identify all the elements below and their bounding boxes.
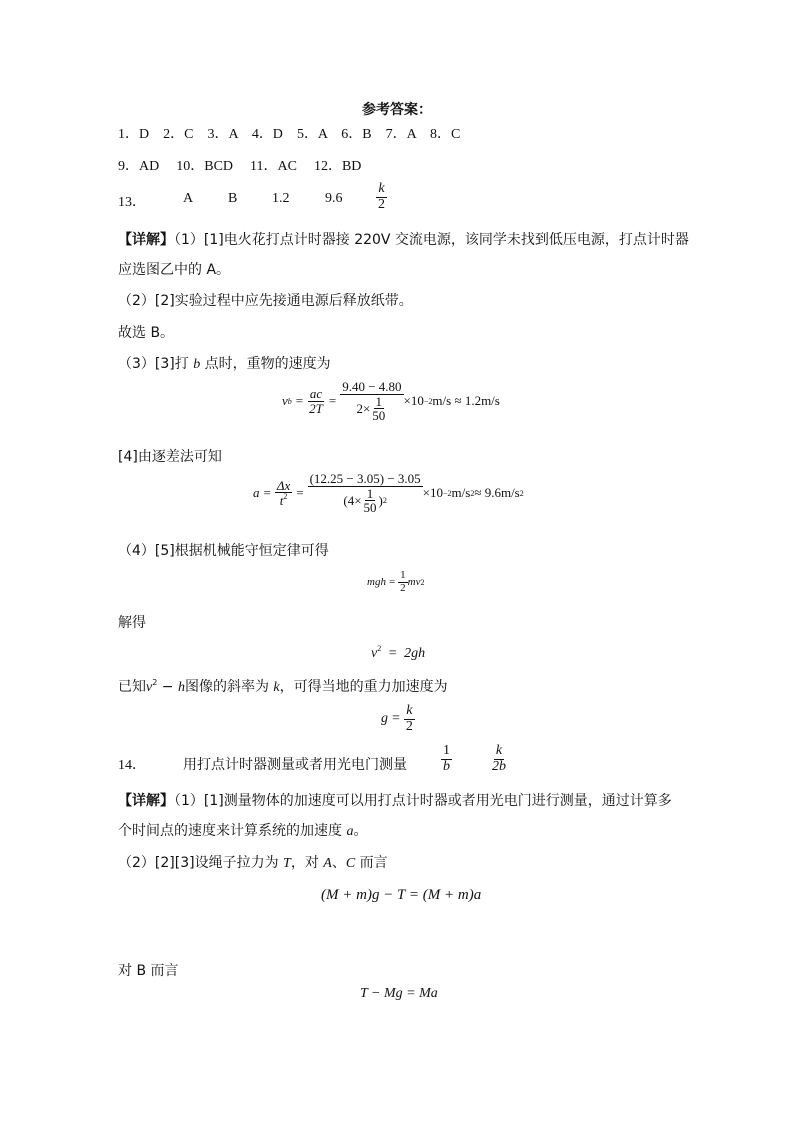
- q13-answer-1: A: [183, 191, 194, 206]
- equation-v-squared: $v^2 = 2gh$: [371, 644, 426, 661]
- eq2-inner-num: 1: [366, 485, 374, 501]
- q14-detail-line-4: 对 B 而言: [118, 963, 179, 979]
- detail-tag: 【详解】: [118, 232, 174, 248]
- eq4-lhs-exp: 2: [377, 644, 382, 653]
- q13-answer-5-denominator: 2: [378, 196, 385, 212]
- q13-known-end: ，可得当地的重力加速度为: [279, 679, 448, 695]
- q13-3-var: b: [193, 357, 201, 372]
- q14-1b-var: a: [346, 824, 354, 839]
- q13-known-h: h: [177, 680, 185, 695]
- eq2-frac2-num: (12.25 − 3.05) − 3.05: [309, 471, 421, 486]
- equation-b: T − Mg = Ma: [360, 986, 438, 1001]
- q13-3-post: 点时，重物的速度为: [200, 356, 331, 372]
- q13-detail-line-8: 解得: [118, 615, 146, 631]
- q14-detail-line-1: [118, 790, 672, 810]
- q14-2-mid: ，对: [290, 855, 324, 871]
- answer-5: 5．A: [296, 127, 328, 142]
- eq2-tail-unit: m/s: [451, 485, 471, 501]
- q13-known-v: v: [146, 680, 153, 695]
- eq2-tail-exp: −2: [443, 488, 452, 498]
- answers-row-1: [118, 123, 460, 143]
- eq2-lhs: a: [253, 485, 260, 501]
- eq1-tail-exp: −2: [423, 396, 433, 406]
- q14-2-end: 而言: [355, 855, 388, 871]
- eq1-frac1-den: 2T: [309, 400, 323, 416]
- equation-energy: mgh = $\frac{1}{2}$ mv 2: [367, 569, 425, 594]
- q14-detail-line-3: [118, 852, 388, 872]
- eq1-tail: ×10: [403, 393, 424, 409]
- answer-2: 2．C: [163, 127, 194, 142]
- answers-row-2: [118, 155, 361, 175]
- eq2-frac2-den-pre: (4×: [343, 492, 362, 508]
- equation-system-ac: (M + m)g − T = (M + m)a: [321, 887, 482, 903]
- answer-8: 8．C: [429, 127, 461, 142]
- eq2-tail: ×10: [422, 485, 444, 501]
- q13-detail-line-3: （2）[2]实验过程中应先接通电源后释放纸带。: [118, 293, 413, 309]
- eq1-lhs: v: [282, 393, 288, 409]
- eq2-frac2-den-post: ): [378, 492, 383, 508]
- eq2-tail2-exp: 2: [519, 488, 524, 498]
- q14-answer-2-den: b: [443, 758, 450, 774]
- q13-detail-line-1: [118, 229, 689, 249]
- q13-detail-line-5: [118, 353, 331, 373]
- q13-known-pre: 已知: [118, 679, 146, 695]
- q14-answer-2: [441, 744, 452, 774]
- page-heading: 参考答案：: [362, 102, 432, 118]
- q14-detail-line-2: [118, 820, 367, 840]
- q13-answer-5: [376, 182, 387, 212]
- q14-2-C: C: [345, 856, 356, 871]
- eq2-inner-den: 50: [363, 500, 377, 516]
- eq1-frac1-num: ac: [309, 386, 323, 402]
- answer-4: 4．D: [251, 127, 283, 142]
- eq2-frac2-den-exp: 2: [382, 495, 387, 505]
- eq5-frac-den: 2: [405, 718, 413, 734]
- q13-known-post: 图像的斜率为: [184, 679, 274, 695]
- answer-7: 7．A: [385, 127, 416, 142]
- answer-6: 6．B: [341, 127, 372, 142]
- equation-velocity: v b = $\frac{ac}{2T}$ = 9.40 − 4.80 2× $\frac{1}{50}$ ×10 −2 m/s ≈ 1.2m/s: [282, 379, 500, 424]
- eq3-frac-num: 1: [400, 569, 406, 581]
- eq5-lhs: g: [381, 711, 388, 727]
- q14-2-pre: （2）[2][3]设绳子拉力为: [118, 855, 284, 871]
- q13-detail-line-9: [118, 676, 448, 696]
- q14-1b-pre: 个时间点的速度来计算系统的加速度: [118, 823, 347, 839]
- q13-answer-3: 1.2: [272, 191, 290, 206]
- eq4-rhs: 2gh: [404, 646, 426, 661]
- equation-acceleration: a = $\frac{\Delta x}{t^2}$ = (12.25 − 3.05) − 3.05 (4× $\frac{1}{50}$ ) 2 ×10 −2 m/s 2 ≈ 9.6m/s 2: [253, 471, 524, 516]
- q13-answer-5-numerator: k: [378, 181, 385, 196]
- q14-detail-1a-text: （1）[1]测量物体的加速度可以用打点计时器或者用光电门进行测量，通过计算多: [174, 793, 672, 809]
- eq2-tail-unit-exp: 2: [470, 488, 475, 498]
- q14-1b-end: 。: [353, 823, 368, 839]
- q13-known-k: k: [273, 680, 280, 695]
- eq3-rhs-exp: 2: [420, 577, 425, 587]
- answer-11: 11．AC: [250, 159, 297, 174]
- answer-3: 3．A: [207, 127, 238, 142]
- answer-12: 12．BD: [313, 159, 362, 174]
- eq1-inner-den: 50: [372, 408, 386, 424]
- answer-1: 1．D: [118, 127, 150, 142]
- q14-number: 14．: [118, 758, 146, 773]
- q13-known-mid: −: [157, 679, 178, 695]
- q14-2-T: T: [283, 856, 291, 871]
- q13-number: 13．: [118, 195, 146, 210]
- q13-answer-4: 9.6: [325, 191, 343, 206]
- q14-answer-1: 用打点计时器测量或者用光电门测量: [183, 757, 407, 773]
- eq2-frac1-den-exp: 2: [283, 492, 288, 502]
- eq2-tail2: ≈ 9.6m/s: [474, 485, 520, 501]
- q13-detail-line-4: 故选 B。: [118, 325, 175, 341]
- q13-answer-2: B: [228, 191, 238, 206]
- answer-9: 9．AD: [118, 159, 160, 174]
- q14-answer-2-num: 1: [443, 743, 450, 758]
- eq1-tail-unit: m/s ≈ 1.2m/s: [432, 393, 500, 409]
- eq2-frac1-num: Δx: [276, 477, 291, 493]
- eq3-rhs: mv: [407, 576, 421, 589]
- q13-detail-line-6: [4]由逐差法可知: [118, 449, 222, 465]
- eq2-frac1-den: t: [279, 493, 284, 509]
- eq3-frac-den: 2: [400, 581, 406, 594]
- q14-answer-3-num: k: [495, 743, 503, 758]
- eq5-frac-num: k: [406, 703, 413, 718]
- q13-detail-line-7: （4）[5]根据机械能守恒定律可得: [118, 543, 329, 559]
- eq1-inner-num: 1: [375, 393, 383, 409]
- q13-3-pre: （3）[3]打: [118, 356, 194, 372]
- q13-detail-1a-text: （1）[1]电火花打点计时器接 220V 交流电源，该同学未找到低压电源，打点计时器: [174, 232, 689, 248]
- q14-answer-3-den: 2b: [492, 758, 506, 774]
- detail-tag-2: 【详解】: [118, 793, 174, 809]
- q13-detail-line-2: 应选图乙中的 A。: [118, 262, 231, 278]
- q14-2-sep: 、: [331, 855, 346, 871]
- q14-2-A: A: [323, 856, 332, 871]
- answer-10: 10．BCD: [176, 159, 234, 174]
- q14-answer-3: [490, 744, 508, 774]
- eq1-frac2-den-pre: 2×: [356, 400, 371, 416]
- eq1-lhs-sub: b: [287, 396, 292, 406]
- eq3-lhs: mgh: [367, 576, 386, 589]
- q13-known-exp: 2: [152, 678, 158, 687]
- eq1-frac2-num: 9.40 − 4.80: [342, 379, 402, 394]
- equation-g: g = $\frac{k}{2}$: [381, 703, 413, 734]
- eq4-lhs: v: [371, 646, 378, 661]
